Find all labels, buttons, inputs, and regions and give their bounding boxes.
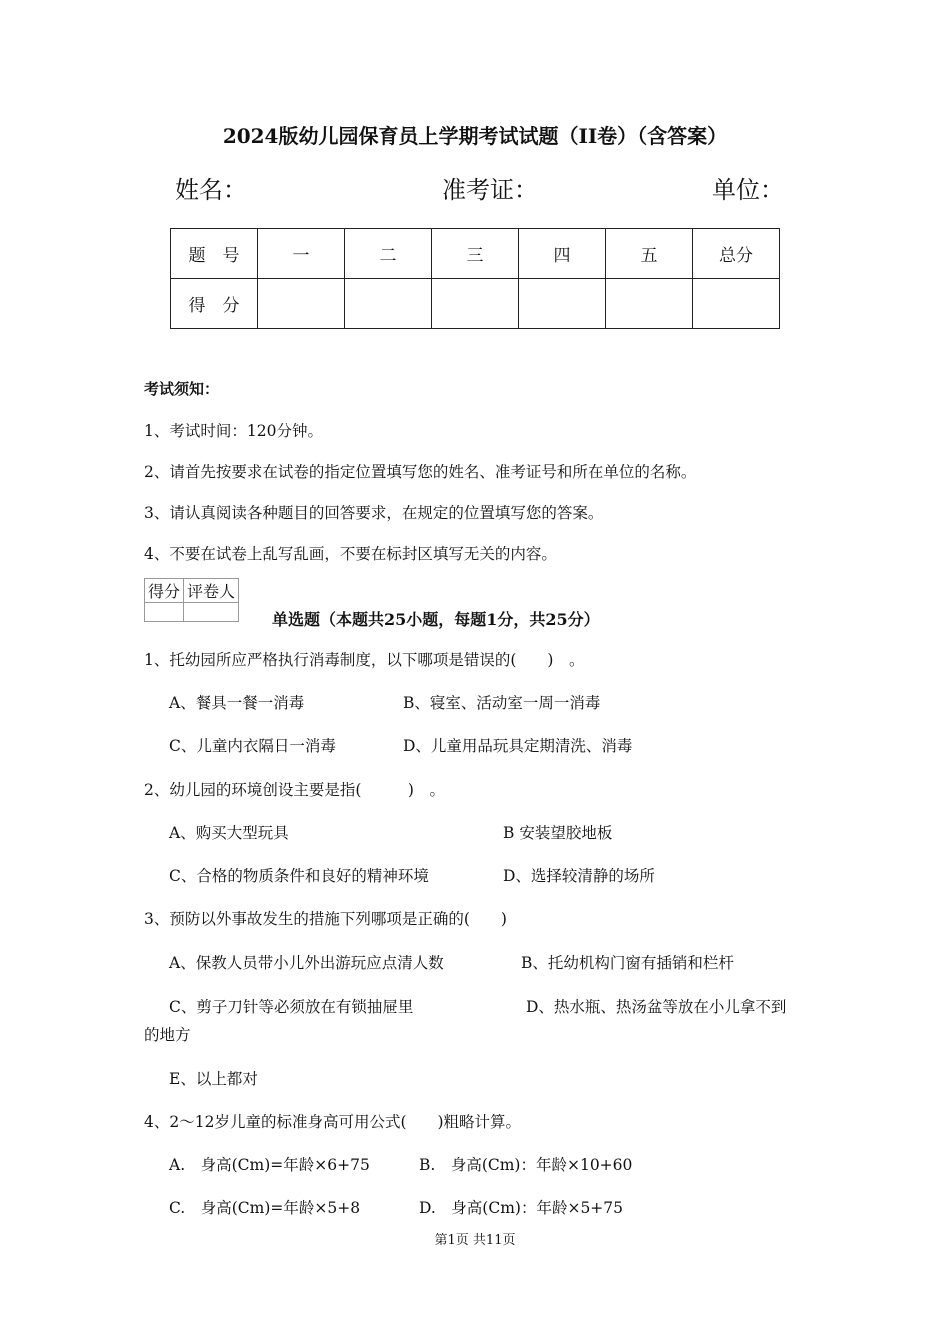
score-cell[interactable] <box>519 279 606 329</box>
exam-id-label: 准考证： <box>442 176 538 204</box>
score-table-header-row <box>171 229 780 279</box>
notice-heading: 考试须知： <box>144 380 220 398</box>
grader-score-label: 得分 <box>145 579 184 603</box>
question-stem: 3、预防以外事故发生的措施下列哪项是正确的( ) <box>144 910 507 928</box>
grader-score-cell[interactable] <box>145 603 184 622</box>
option-d-continued: 的地方 <box>144 1026 191 1044</box>
score-table <box>170 228 780 329</box>
option-b: B. 身高(Cm)：年龄×10+60 <box>419 1156 633 1174</box>
notice-item: 1、考试时间：120分钟。 <box>144 422 323 440</box>
option-a: A、餐具一餐一消毒 <box>169 694 305 712</box>
option-c: C. 身高(Cm)=年龄×5+8 <box>169 1199 361 1217</box>
grader-box <box>144 578 239 622</box>
option-c: C、剪子刀针等必须放在有锁抽屉里 <box>169 998 414 1016</box>
section-title: 单选题（本题共25小题，每题1分，共25分） <box>272 610 600 629</box>
question-stem: 4、2～12岁儿童的标准身高可用公式( )粗略计算。 <box>144 1113 522 1131</box>
notice-item: 4、不要在试卷上乱写乱画，不要在标封区填写无关的内容。 <box>144 545 557 563</box>
score-header-cell: 五 <box>606 229 693 279</box>
option-a: A、保教人员带小儿外出游玩应点清人数 <box>169 954 444 972</box>
score-header-cell: 三 <box>432 229 519 279</box>
option-d: D、儿童用品玩具定期清洗、消毒 <box>403 737 633 755</box>
option-c: C、合格的物质条件和良好的精神环境 <box>169 867 429 885</box>
score-header-cell: 题 号 <box>171 229 258 279</box>
option-a: A、购买大型玩具 <box>169 824 289 842</box>
option-d: D、选择较清静的场所 <box>503 867 655 885</box>
score-header-cell: 二 <box>345 229 432 279</box>
score-cell[interactable] <box>606 279 693 329</box>
score-row-label: 得 分 <box>171 279 258 329</box>
option-d: D. 身高(Cm)：年龄×5+75 <box>419 1199 624 1217</box>
unit-label: 单位： <box>712 176 784 204</box>
score-cell[interactable] <box>432 279 519 329</box>
option-a: A. 身高(Cm)=年龄×6+75 <box>169 1156 370 1174</box>
grader-name-cell[interactable] <box>184 603 239 622</box>
name-label: 姓名： <box>175 176 247 204</box>
grader-name-label: 评卷人 <box>184 579 239 603</box>
option-b: B、寝室、活动室一周一消毒 <box>403 694 601 712</box>
score-header-cell: 总分 <box>693 229 780 279</box>
score-header-cell: 四 <box>519 229 606 279</box>
score-header-cell: 一 <box>258 229 345 279</box>
page-title: 2024版幼儿园保育员上学期考试试题（II卷）（含答案） <box>222 124 728 148</box>
notice-item: 3、请认真阅读各种题目的回答要求，在规定的位置填写您的答案。 <box>144 504 604 522</box>
option-b: B 安装望胶地板 <box>503 824 613 842</box>
score-cell[interactable] <box>345 279 432 329</box>
option-d: D、热水瓶、热汤盆等放在小儿拿不到 <box>526 998 787 1016</box>
option-e: E、以上都对 <box>169 1070 258 1088</box>
notice-item: 2、请首先按要求在试卷的指定位置填写您的姓名、准考证号和所在单位的名称。 <box>144 463 697 481</box>
score-cell[interactable] <box>258 279 345 329</box>
question-stem: 1、托幼园所应严格执行消毒制度，以下哪项是错误的( ) 。 <box>144 651 585 669</box>
option-c: C、儿童内衣隔日一消毒 <box>169 737 336 755</box>
question-stem: 2、幼儿园的环境创设主要是指( ) 。 <box>144 781 445 799</box>
score-cell[interactable] <box>693 279 780 329</box>
score-table-score-row <box>171 279 780 329</box>
option-b: B、托幼机构门窗有插销和栏杆 <box>521 954 734 972</box>
page-footer: 第1页 共11页 <box>434 1233 516 1248</box>
